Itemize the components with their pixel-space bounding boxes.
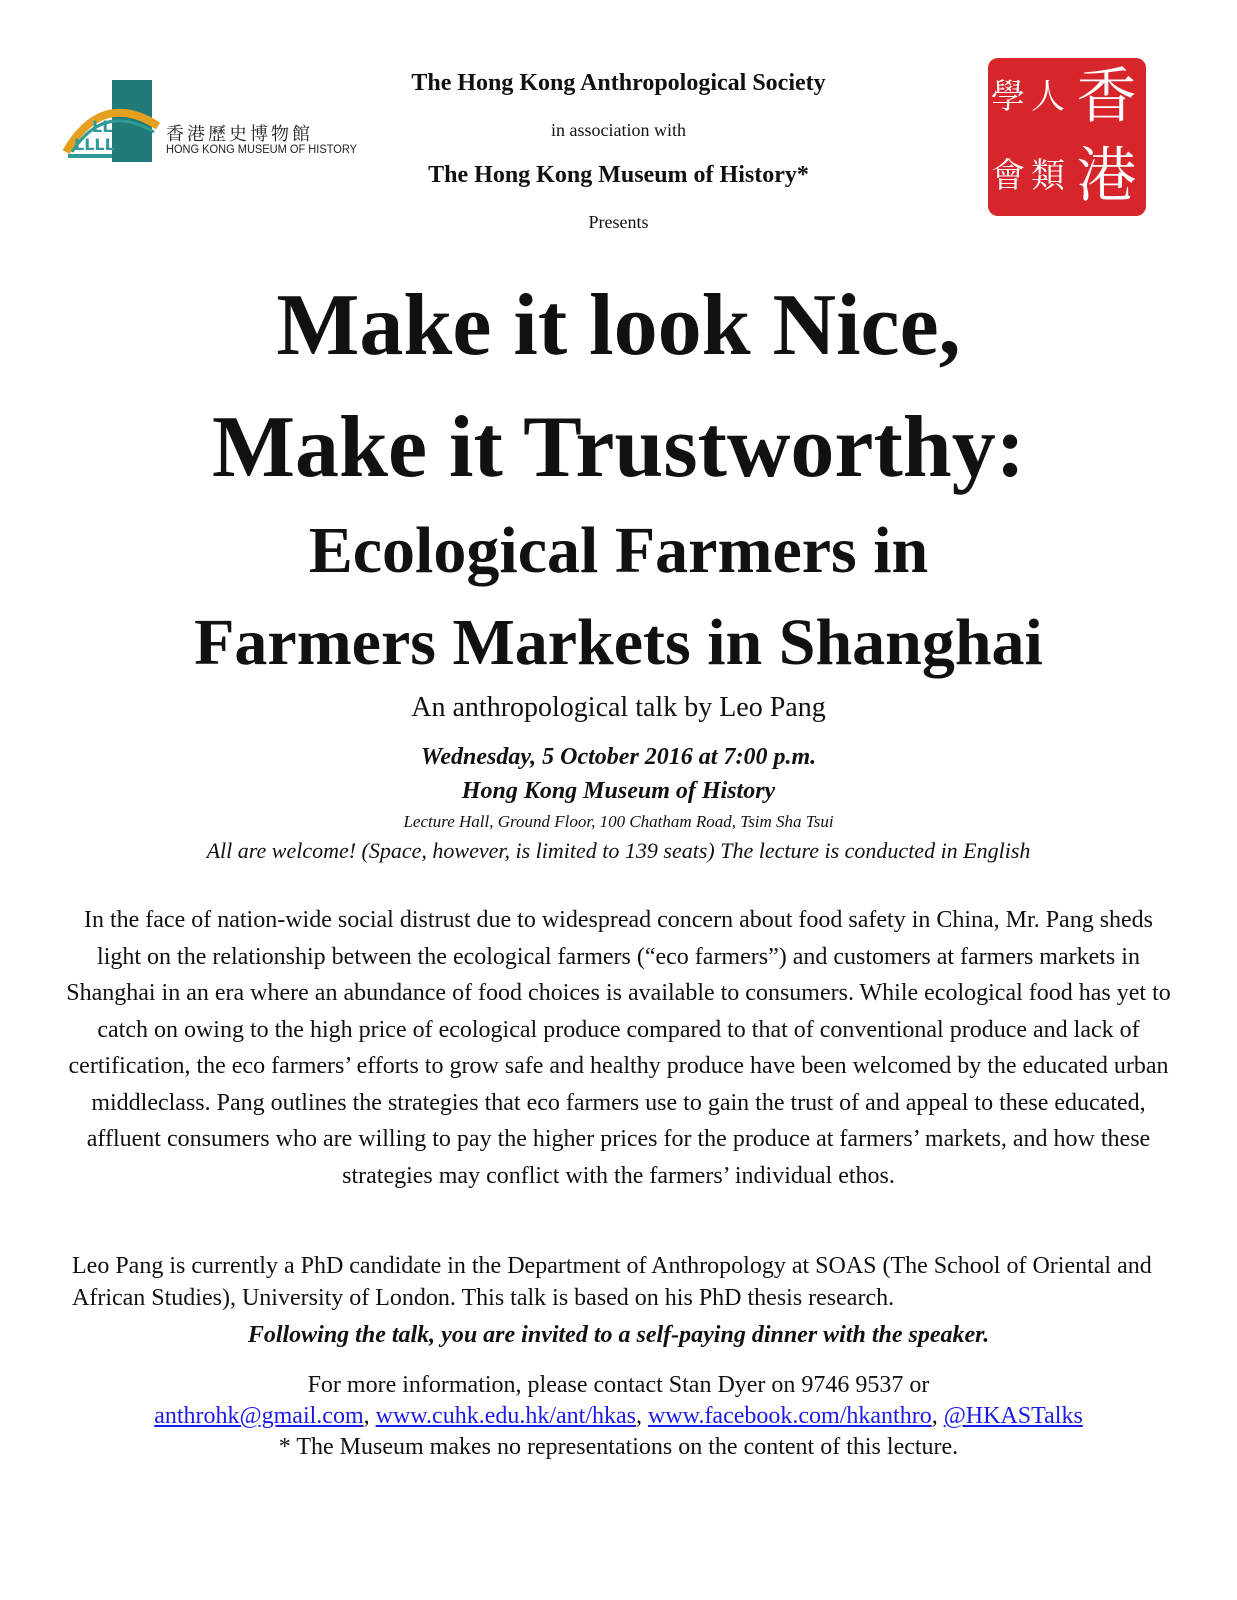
speaker-bio: Leo Pang is currently a PhD candidate in the Department of Anthropology at SOAS (The School of Oriental and African Studies), University of London. This talk is based on his PhD thesis research. <box>72 1253 1152 1311</box>
seal-char: 港 <box>1076 141 1137 211</box>
partner: The Hong Kong Museum of History* <box>428 162 809 188</box>
organizer: The Hong Kong Anthropological Society <box>411 70 826 96</box>
disclaimer: * The Museum makes no representations on the content of this lecture. <box>278 1434 959 1460</box>
email-link[interactable]: anthrohk@gmail.com <box>154 1403 364 1429</box>
association-line: in association with <box>551 120 686 140</box>
museum-logo-cn: 香港歷史博物館 <box>166 124 313 145</box>
event-venue: Hong Kong Museum of History <box>461 778 776 804</box>
dinner-note: Following the talk, you are invited to a self-paying dinner with the speaker. <box>247 1322 990 1348</box>
subtitle: An anthropological talk by Leo Pang <box>411 692 826 723</box>
welcome-note: All are welcome! (Space, however, is limited to 139 seats) The lecture is conducted in English <box>206 838 1031 863</box>
contact-line: For more information, please contact Stan Dyer on 9746 9537 or <box>307 1372 930 1398</box>
twitter-link[interactable]: @HKASTalks <box>943 1403 1083 1429</box>
seal-char: 類 <box>1031 156 1065 196</box>
website-link[interactable]: www.cuhk.edu.hk/ant/hkas <box>375 1403 636 1429</box>
title-line-1: Make it look Nice, <box>276 277 961 374</box>
seal-char: 會 <box>991 156 1025 196</box>
title-line-2: Make it Trustworthy: <box>211 399 1026 496</box>
link-separator: , <box>636 1403 648 1429</box>
seal-char: 香 <box>1076 62 1137 132</box>
link-separator: , <box>931 1403 944 1429</box>
svg-text:LLLL: LLLL <box>74 135 115 154</box>
event-datetime: Wednesday, 5 October 2016 at 7:00 p.m. <box>420 744 817 770</box>
facebook-link[interactable]: www.facebook.com/hkanthro <box>648 1403 932 1429</box>
link-separator: , <box>363 1403 376 1429</box>
museum-logo-en: HONG KONG MUSEUM OF HISTORY <box>166 142 357 156</box>
abstract-paragraph: In the face of nation-wide social distrust due to widespread concern about food safety in China, Mr. Pang sheds light on the relationship between the ecological farmers (“eco farmers”) and customers at farmers markets in Shanghai in an era where an abundance of food choices is available to consumers. While ecological food has yet to catch on owing to the high price of ecological produce compared to that of conventional produce and lack of certification, the eco farmers’ efforts to grow safe and healthy produce have been welcomed by the educated urban middleclass. Pang outlines the strategies that eco farmers use to gain the trust of and appeal to these educated, affluent consumers who are willing to pay the higher prices for the produce at farmers’ markets, and how these strategies may conflict with the farmers’ individual ethos. <box>66 907 1171 1189</box>
presents-line: Presents <box>588 212 649 232</box>
event-address: Lecture Hall, Ground Floor, 100 Chatham Road, Tsim Sha Tsui <box>403 812 834 831</box>
contact-links <box>0 1403 1237 1430</box>
title-line-3: Ecological Farmers in <box>308 514 929 587</box>
seal-char: 學 <box>991 77 1025 117</box>
svg-text:LL: LL <box>92 117 113 136</box>
seal-char: 人 <box>1031 77 1065 117</box>
title-line-4: Farmers Markets in Shanghai <box>194 606 1043 679</box>
